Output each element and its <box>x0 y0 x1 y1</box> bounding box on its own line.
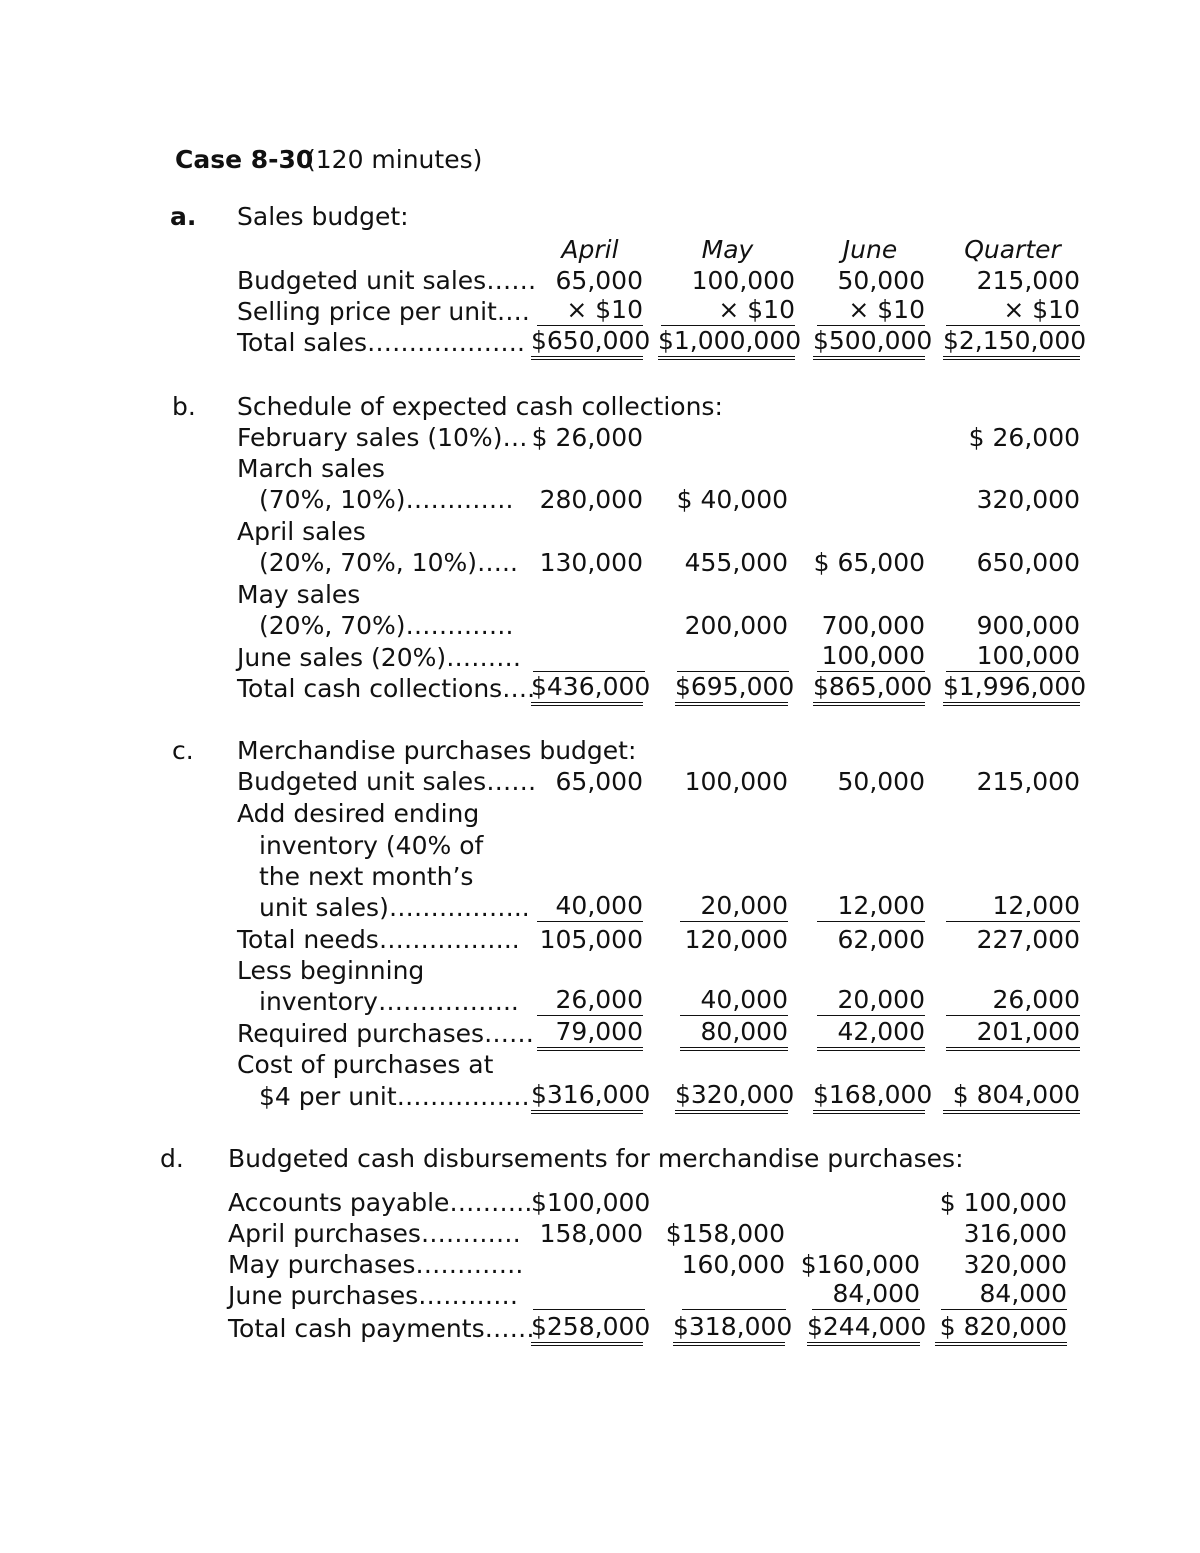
cell-may: $ 40,000 <box>676 485 788 514</box>
cell-may: 80,000 <box>680 1018 788 1051</box>
section-heading: Merchandise purchases budget: <box>237 736 637 765</box>
cell-june: 62,000 <box>837 925 925 954</box>
cell-quarter: $ 820,000 <box>935 1313 1067 1346</box>
row-label: Selling price per unit…. <box>237 297 530 326</box>
cell-april: 26,000 <box>537 986 643 1016</box>
table-row <box>0 642 1200 673</box>
cell-june: × $10 <box>817 296 925 326</box>
cell-quarter: 26,000 <box>946 986 1080 1016</box>
cell-may: 40,000 <box>680 986 788 1016</box>
table-row <box>0 1081 1200 1112</box>
section-a-heading <box>0 201 1200 232</box>
cell-quarter: 227,000 <box>976 925 1080 954</box>
case-time: (120 minutes) <box>306 145 483 174</box>
table-row <box>0 766 1200 797</box>
section-heading: Sales budget: <box>237 202 409 231</box>
section-c-heading <box>0 735 1200 766</box>
cell-june: 12,000 <box>817 892 925 922</box>
table-row-label <box>0 830 1200 861</box>
cell-quarter: 650,000 <box>976 548 1080 577</box>
cell-june: 100,000 <box>817 642 925 672</box>
cell-quarter: $ 804,000 <box>943 1081 1080 1114</box>
section-letter: a. <box>170 202 197 231</box>
row-label: (20%, 70%)…………. <box>259 611 514 640</box>
cell-quarter: 84,000 <box>941 1280 1067 1310</box>
cell-may: $1,000,000 <box>658 327 795 360</box>
row-label: June purchases………… <box>228 1281 519 1310</box>
cell-june: 84,000 <box>812 1280 920 1310</box>
row-label: Total sales………………. <box>237 328 525 357</box>
row-label: May sales <box>237 580 361 609</box>
cell-may: $320,000 <box>675 1081 788 1114</box>
table-row-label <box>0 861 1200 892</box>
row-label: April purchases………… <box>228 1219 521 1248</box>
table-row-label <box>0 798 1200 829</box>
cell-june: $ 65,000 <box>813 548 925 577</box>
cell-april: $258,000 <box>531 1313 643 1346</box>
table-row <box>0 1187 1200 1218</box>
row-label: Budgeted unit sales…… <box>237 266 537 295</box>
cell-april: 280,000 <box>539 485 643 514</box>
cell-may: × $10 <box>661 296 795 326</box>
cell-april: 79,000 <box>537 1018 643 1051</box>
cell-april: $650,000 <box>531 327 643 360</box>
cell-may: 20,000 <box>680 892 788 922</box>
table-row <box>0 484 1200 515</box>
cell-april: × $10 <box>537 296 643 326</box>
cell-may: 455,000 <box>684 548 788 577</box>
cell-april-blank <box>533 1280 645 1310</box>
table-row-label <box>0 579 1200 610</box>
table-row <box>0 1018 1200 1049</box>
cell-april: $316,000 <box>531 1081 643 1114</box>
row-label: Total cash payments…… <box>228 1314 535 1343</box>
table-row <box>0 422 1200 453</box>
cell-may: 100,000 <box>684 767 788 796</box>
table-row <box>0 1313 1200 1344</box>
table-row <box>0 924 1200 955</box>
cell-quarter: $2,150,000 <box>943 327 1080 360</box>
row-label: Add desired ending <box>237 799 480 828</box>
cell-june: 50,000 <box>837 767 925 796</box>
cell-quarter: 12,000 <box>946 892 1080 922</box>
cell-may: $158,000 <box>665 1219 785 1248</box>
cell-quarter: 201,000 <box>946 1018 1080 1051</box>
row-label: Accounts payable………. <box>228 1188 533 1217</box>
cell-april: 40,000 <box>537 892 643 922</box>
table-row <box>0 547 1200 578</box>
section-d-heading <box>0 1143 1200 1174</box>
cell-quarter: 215,000 <box>976 266 1080 295</box>
row-label: April sales <box>237 517 366 546</box>
row-label: May purchases…………. <box>228 1250 524 1279</box>
cell-april: $ 26,000 <box>531 423 643 452</box>
cell-may: $318,000 <box>673 1313 785 1346</box>
cell-june: 20,000 <box>817 986 925 1016</box>
col-header-quarter: Quarter <box>964 235 1061 264</box>
cell-quarter: $ 26,000 <box>968 423 1080 452</box>
row-label: Cost of purchases at <box>237 1050 494 1079</box>
cell-may-blank <box>682 1280 786 1310</box>
cell-quarter: 320,000 <box>963 1250 1067 1279</box>
row-label: Budgeted unit sales…… <box>237 767 537 796</box>
case-number: Case 8-30 <box>175 145 314 174</box>
cell-june: 42,000 <box>817 1018 925 1051</box>
section-heading: Schedule of expected cash collections: <box>237 392 723 421</box>
cell-june: $168,000 <box>813 1081 925 1114</box>
row-label: inventory (40% of <box>259 831 484 860</box>
cell-may: 100,000 <box>691 266 795 295</box>
cell-quarter: 316,000 <box>963 1219 1067 1248</box>
table-row <box>0 1280 1200 1311</box>
cell-quarter: 100,000 <box>946 642 1080 672</box>
cell-april: $100,000 <box>531 1188 651 1217</box>
case-title-line <box>0 144 1200 175</box>
cell-june: $500,000 <box>813 327 925 360</box>
table-row <box>0 986 1200 1017</box>
row-label: February sales (10%)… <box>237 423 528 452</box>
col-header-june: June <box>842 235 898 264</box>
section-letter: d. <box>160 1144 184 1173</box>
col-header-april: April <box>561 235 619 264</box>
table-row <box>0 265 1200 296</box>
row-label: June sales (20%)……… <box>237 643 522 672</box>
cell-june: $244,000 <box>807 1313 920 1346</box>
cell-quarter: 215,000 <box>976 767 1080 796</box>
cell-june: 700,000 <box>821 611 925 640</box>
col-header-may: May <box>701 235 754 264</box>
cell-april: 158,000 <box>539 1219 643 1248</box>
cell-may: $695,000 <box>675 673 788 706</box>
cell-quarter: × $10 <box>946 296 1080 326</box>
table-row-label <box>0 1049 1200 1080</box>
cell-june: 50,000 <box>837 266 925 295</box>
section-b-heading <box>0 391 1200 422</box>
table-row-label <box>0 955 1200 986</box>
section-heading: Budgeted cash disbursements for merchandise purchases: <box>228 1144 964 1173</box>
row-label: Total cash collections…. <box>237 674 536 703</box>
row-label: (20%, 70%, 10%)….. <box>259 548 518 577</box>
cell-june: $160,000 <box>800 1250 920 1279</box>
cell-may: 160,000 <box>681 1250 785 1279</box>
table-row <box>0 327 1200 358</box>
cell-may-blank <box>677 642 789 672</box>
cell-april-blank <box>533 642 645 672</box>
row-label: $4 per unit……………. <box>259 1082 530 1111</box>
section-letter: b. <box>172 392 196 421</box>
table-row <box>0 892 1200 923</box>
column-headers <box>0 234 1200 265</box>
cell-quarter: 900,000 <box>976 611 1080 640</box>
row-label: Total needs…………….. <box>237 925 520 954</box>
cell-may: 120,000 <box>684 925 788 954</box>
row-label: the next month’s <box>259 862 474 891</box>
table-row <box>0 1218 1200 1249</box>
table-row-label <box>0 453 1200 484</box>
table-row-label <box>0 516 1200 547</box>
cell-april: 105,000 <box>539 925 643 954</box>
row-label: unit sales)…………….. <box>259 893 530 922</box>
table-row <box>0 296 1200 327</box>
table-row <box>0 1249 1200 1280</box>
cell-quarter: $ 100,000 <box>939 1188 1067 1217</box>
cell-june: $865,000 <box>813 673 925 706</box>
row-label: March sales <box>237 454 385 483</box>
cell-april: $436,000 <box>531 673 643 706</box>
table-row <box>0 610 1200 641</box>
row-label: Less beginning <box>237 956 425 985</box>
section-letter: c. <box>172 736 194 765</box>
cell-april: 130,000 <box>539 548 643 577</box>
cell-quarter: $1,996,000 <box>943 673 1080 706</box>
table-row <box>0 673 1200 704</box>
row-label: (70%, 10%)…………. <box>259 485 514 514</box>
cell-april: 65,000 <box>555 767 643 796</box>
cell-quarter: 320,000 <box>976 485 1080 514</box>
cell-april: 65,000 <box>555 266 643 295</box>
cell-may: 200,000 <box>684 611 788 640</box>
row-label: inventory…………….. <box>259 987 519 1016</box>
row-label: Required purchases…… <box>237 1019 534 1048</box>
